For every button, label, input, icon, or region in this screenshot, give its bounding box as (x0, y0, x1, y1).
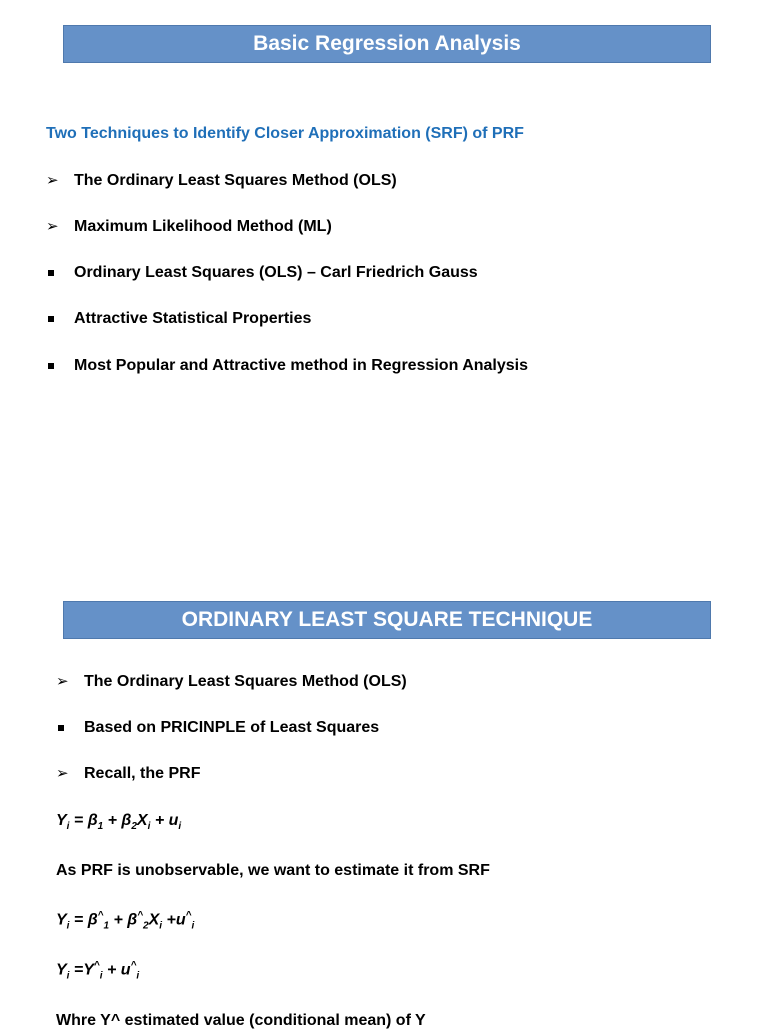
list-item: ➢ The Ordinary Least Squares Method (OLS) (46, 172, 397, 189)
list-item: ➢ Recall, the PRF (56, 765, 201, 782)
arrow-bullet-icon: ➢ (46, 218, 59, 235)
square-bullet-icon (48, 363, 54, 369)
srf-equation: $Y_i = \beta^{\^{}}_1 + \beta^{\^{}}_2X_i +u^{\^{}}_i$ (56, 910, 195, 932)
arrow-bullet-icon: ➢ (56, 673, 69, 690)
definition-text: Whre Y^ estimated value (conditional mean) of Y (56, 1012, 426, 1029)
list-item: ➢ The Ordinary Least Squares Method (OLS) (56, 673, 407, 690)
list-item: Ordinary Least Squares (OLS) – Carl Friedrich Gauss (46, 263, 478, 283)
prf-equation: $Y_i = \beta_1 + \beta_2X_i + u_i$ (56, 812, 182, 833)
list-item: ➢ Maximum Likelihood Method (ML) (46, 218, 332, 235)
subheading: Two Techniques to Identify Closer Approximation (SRF) of PRF (46, 125, 524, 142)
fitted-equation: $Y_i =Y^{\^{}}_i + u^{\^{}}_i$ (56, 960, 140, 982)
title-banner: Basic Regression Analysis (63, 25, 711, 63)
list-item: Based on PRICINPLE of Least Squares (56, 718, 379, 738)
square-bullet-icon (58, 725, 64, 731)
square-bullet-icon (48, 270, 54, 276)
explanation-text: As PRF is unobservable, we want to estimate it from SRF (56, 862, 490, 879)
list-item: Attractive Statistical Properties (46, 309, 311, 329)
arrow-bullet-icon: ➢ (56, 765, 69, 782)
section-banner: ORDINARY LEAST SQUARE TECHNIQUE (63, 601, 711, 639)
list-item: Most Popular and Attractive method in Regression Analysis (46, 356, 528, 376)
square-bullet-icon (48, 316, 54, 322)
arrow-bullet-icon: ➢ (46, 172, 59, 189)
